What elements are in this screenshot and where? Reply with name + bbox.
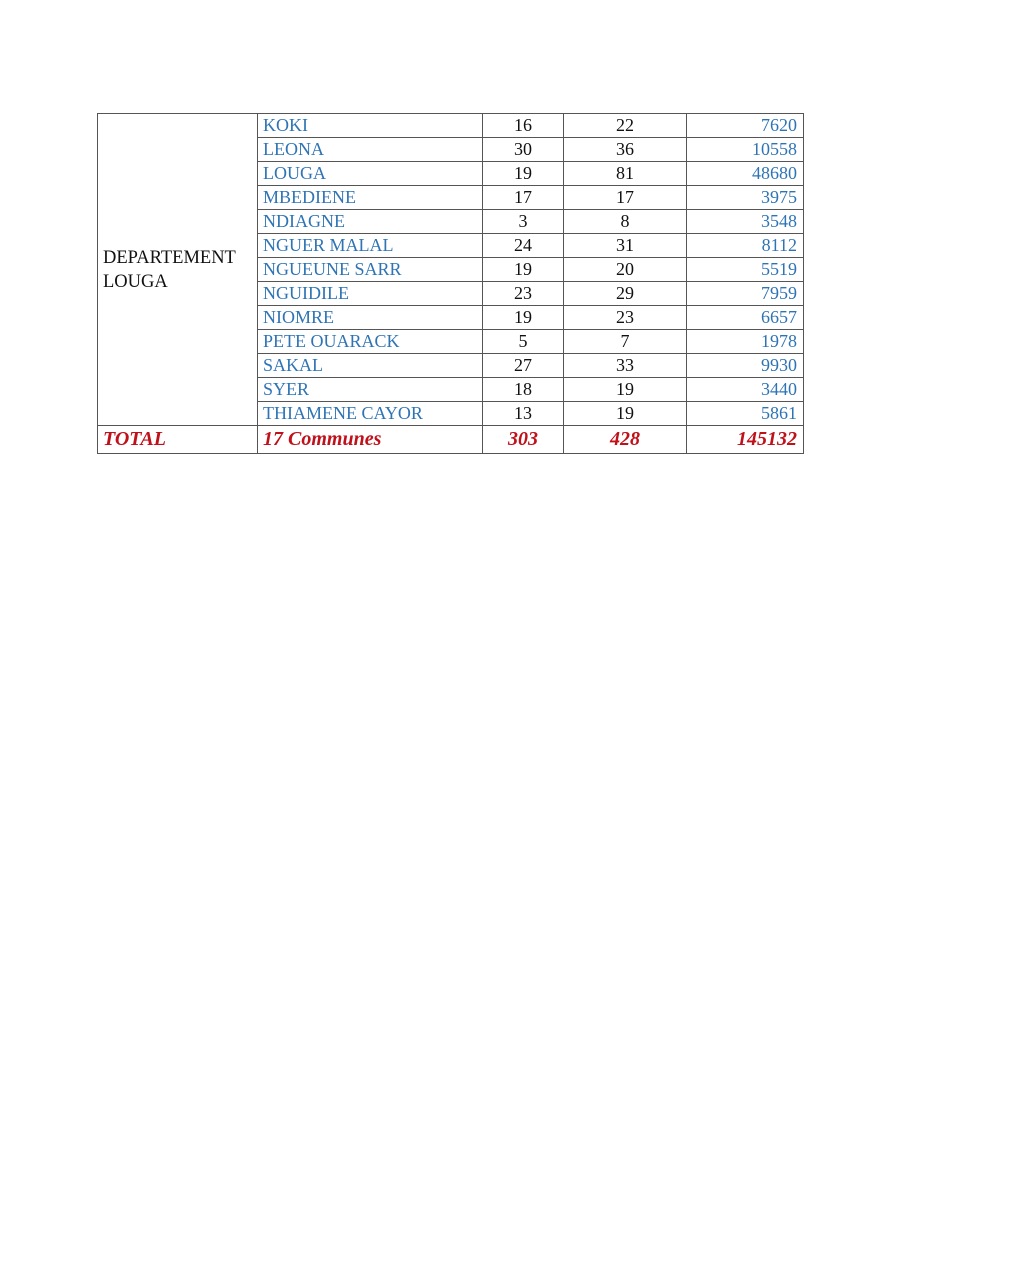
commune-table bbox=[97, 113, 804, 454]
commune-name: SAKAL bbox=[258, 354, 483, 378]
value-3: 9930 bbox=[687, 354, 804, 378]
table-row bbox=[98, 114, 804, 138]
commune-name: NIOMRE bbox=[258, 306, 483, 330]
value-3: 48680 bbox=[687, 162, 804, 186]
total-label: TOTAL bbox=[98, 426, 258, 454]
total-row bbox=[98, 426, 804, 454]
value-1: 30 bbox=[483, 138, 564, 162]
value-2: 22 bbox=[564, 114, 687, 138]
total-value-3: 145132 bbox=[687, 426, 804, 454]
value-3: 10558 bbox=[687, 138, 804, 162]
value-1: 17 bbox=[483, 186, 564, 210]
table-body bbox=[98, 114, 804, 454]
value-2: 29 bbox=[564, 282, 687, 306]
commune-name: NDIAGNE bbox=[258, 210, 483, 234]
commune-name: MBEDIENE bbox=[258, 186, 483, 210]
commune-name: THIAMENE CAYOR bbox=[258, 402, 483, 426]
commune-name: NGUIDILE bbox=[258, 282, 483, 306]
value-2: 19 bbox=[564, 402, 687, 426]
commune-name: NGUEUNE SARR bbox=[258, 258, 483, 282]
value-3: 6657 bbox=[687, 306, 804, 330]
commune-name: PETE OUARACK bbox=[258, 330, 483, 354]
commune-name: LEONA bbox=[258, 138, 483, 162]
value-2: 33 bbox=[564, 354, 687, 378]
value-1: 27 bbox=[483, 354, 564, 378]
value-1: 24 bbox=[483, 234, 564, 258]
commune-name: NGUER MALAL bbox=[258, 234, 483, 258]
value-1: 19 bbox=[483, 306, 564, 330]
value-3: 7959 bbox=[687, 282, 804, 306]
value-2: 17 bbox=[564, 186, 687, 210]
value-1: 18 bbox=[483, 378, 564, 402]
total-value-2: 428 bbox=[564, 426, 687, 454]
value-1: 13 bbox=[483, 402, 564, 426]
value-2: 7 bbox=[564, 330, 687, 354]
value-1: 5 bbox=[483, 330, 564, 354]
total-communes: 17 Communes bbox=[258, 426, 483, 454]
value-1: 19 bbox=[483, 162, 564, 186]
department-label-line: LOUGA bbox=[103, 271, 168, 292]
value-1: 3 bbox=[483, 210, 564, 234]
total-value-1: 303 bbox=[483, 426, 564, 454]
value-2: 20 bbox=[564, 258, 687, 282]
commune-name: KOKI bbox=[258, 114, 483, 138]
value-3: 1978 bbox=[687, 330, 804, 354]
value-2: 8 bbox=[564, 210, 687, 234]
value-3: 3975 bbox=[687, 186, 804, 210]
commune-name: LOUGA bbox=[258, 162, 483, 186]
value-2: 23 bbox=[564, 306, 687, 330]
value-3: 5519 bbox=[687, 258, 804, 282]
value-2: 36 bbox=[564, 138, 687, 162]
value-3: 7620 bbox=[687, 114, 804, 138]
value-1: 19 bbox=[483, 258, 564, 282]
department-label-line: DEPARTEMENT bbox=[103, 247, 236, 268]
commune-name: SYER bbox=[258, 378, 483, 402]
value-2: 31 bbox=[564, 234, 687, 258]
value-2: 19 bbox=[564, 378, 687, 402]
value-3: 3548 bbox=[687, 210, 804, 234]
value-3: 8112 bbox=[687, 234, 804, 258]
value-3: 3440 bbox=[687, 378, 804, 402]
value-1: 23 bbox=[483, 282, 564, 306]
value-1: 16 bbox=[483, 114, 564, 138]
department-cell bbox=[98, 114, 258, 426]
value-2: 81 bbox=[564, 162, 687, 186]
value-3: 5861 bbox=[687, 402, 804, 426]
